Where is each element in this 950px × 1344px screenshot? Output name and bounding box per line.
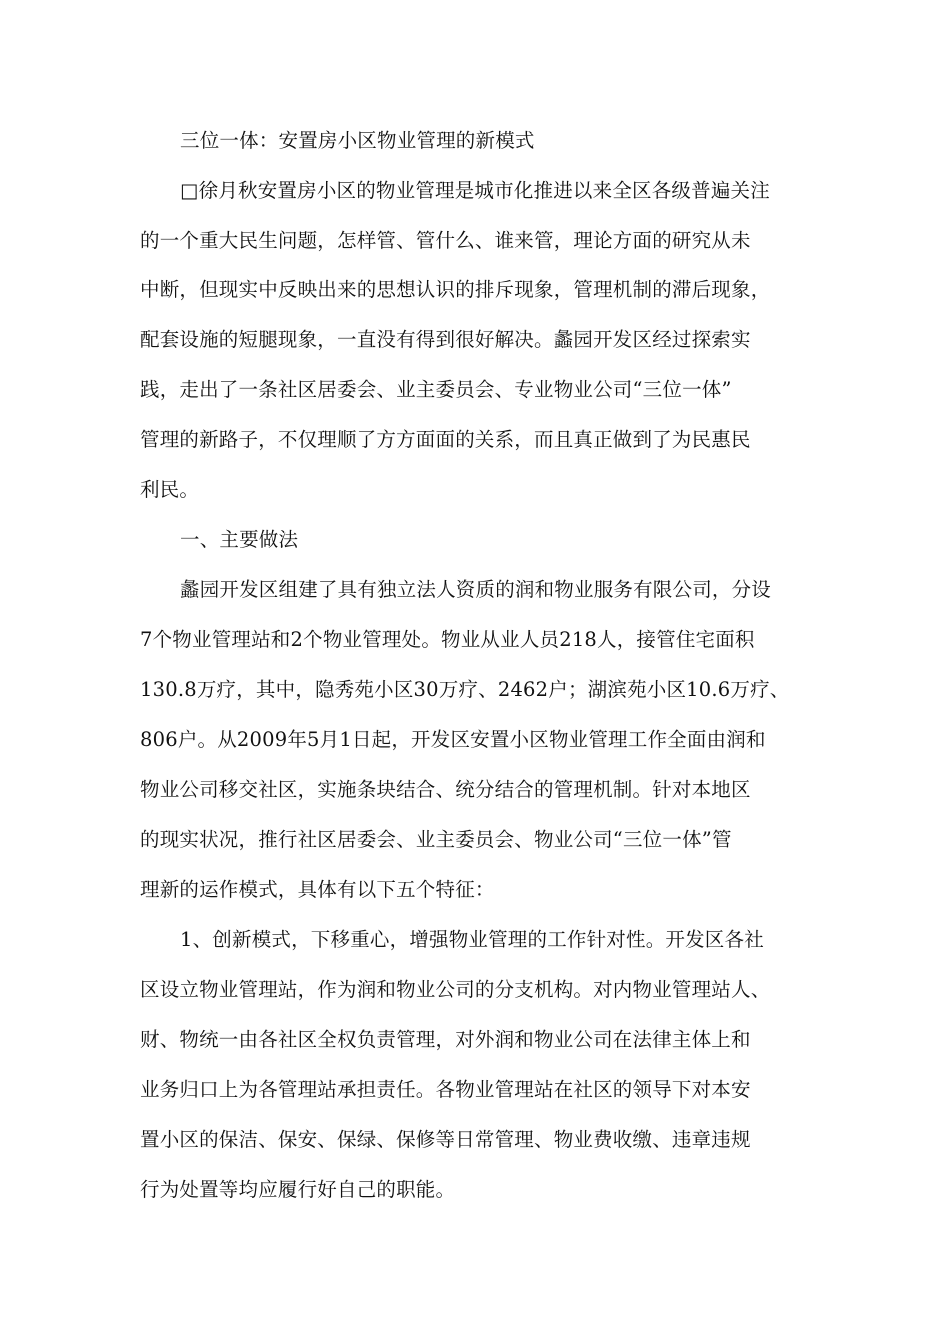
paragraph-line: 物业公司移交社区，实施条块结合、统分结合的管理机制。针对本地区 bbox=[140, 778, 751, 801]
paragraph-line: 践，走出了一条社区居委会、业主委员会、专业物业公司“三位一体” bbox=[140, 378, 732, 401]
paragraph-line: 7个物业管理站和2个物业管理处。物业从业人员218人，接管住宅面积 bbox=[140, 628, 755, 651]
paragraph-line: 配套设施的短腿现象，一直没有得到很好解决。蠡园开发区经过探索实 bbox=[140, 328, 751, 351]
paragraph-line: □徐月秋安置房小区的物业管理是城市化推进以来全区各级普遍关注 bbox=[180, 179, 770, 202]
section-heading: 一、主要做法 bbox=[180, 528, 299, 551]
paragraph-line: 业务归口上为各管理站承担责任。各物业管理站在社区的领导下对本安 bbox=[140, 1078, 751, 1101]
paragraph-line: 理新的运作模式，具体有以下五个特征： bbox=[140, 878, 495, 901]
paragraph-line: 利民。 bbox=[140, 478, 200, 501]
paragraph-line: 蠡园开发区组建了具有独立法人资质的润和物业服务有限公司，分设 bbox=[180, 578, 772, 601]
paragraph-line: 置小区的保洁、保安、保绿、保修等日常管理、物业费收缴、违章违规 bbox=[140, 1128, 751, 1151]
paragraph-line: 的一个重大民生问题，怎样管、管什么、谁来管，理论方面的研究从未 bbox=[140, 229, 751, 252]
paragraph-line: 130.8万疗，其中，隐秀苑小区30万疗、2462户；湖滨苑小区10.6万疗、 bbox=[140, 678, 790, 701]
paragraph-line: 的现实状况，推行社区居委会、业主委员会、物业公司“三位一体”管 bbox=[140, 828, 732, 851]
paragraph-line: 区设立物业管理站，作为润和物业公司的分支机构。对内物业管理站人、 bbox=[140, 978, 771, 1001]
paragraph-line: 806户。从2009年5月1日起，开发区安置小区物业管理工作全面由润和 bbox=[140, 728, 766, 751]
document-title: 三位一体：安置房小区物业管理的新模式 bbox=[180, 129, 535, 152]
paragraph-line: 管理的新路子，不仅理顺了方方面面的关系，而且真正做到了为民惠民 bbox=[140, 428, 751, 451]
paragraph-line: 中断，但现实中反映出来的思想认识的排斥现象，管理机制的滞后现象， bbox=[140, 278, 771, 301]
paragraph-line: 行为处置等均应履行好自己的职能。 bbox=[140, 1178, 456, 1201]
paragraph-line: 财、物统一由各社区全权负责管理，对外润和物业公司在法律主体上和 bbox=[140, 1028, 751, 1051]
paragraph-line: 1、创新模式，下移重心，增强物业管理的工作针对性。开发区各社 bbox=[180, 928, 764, 951]
